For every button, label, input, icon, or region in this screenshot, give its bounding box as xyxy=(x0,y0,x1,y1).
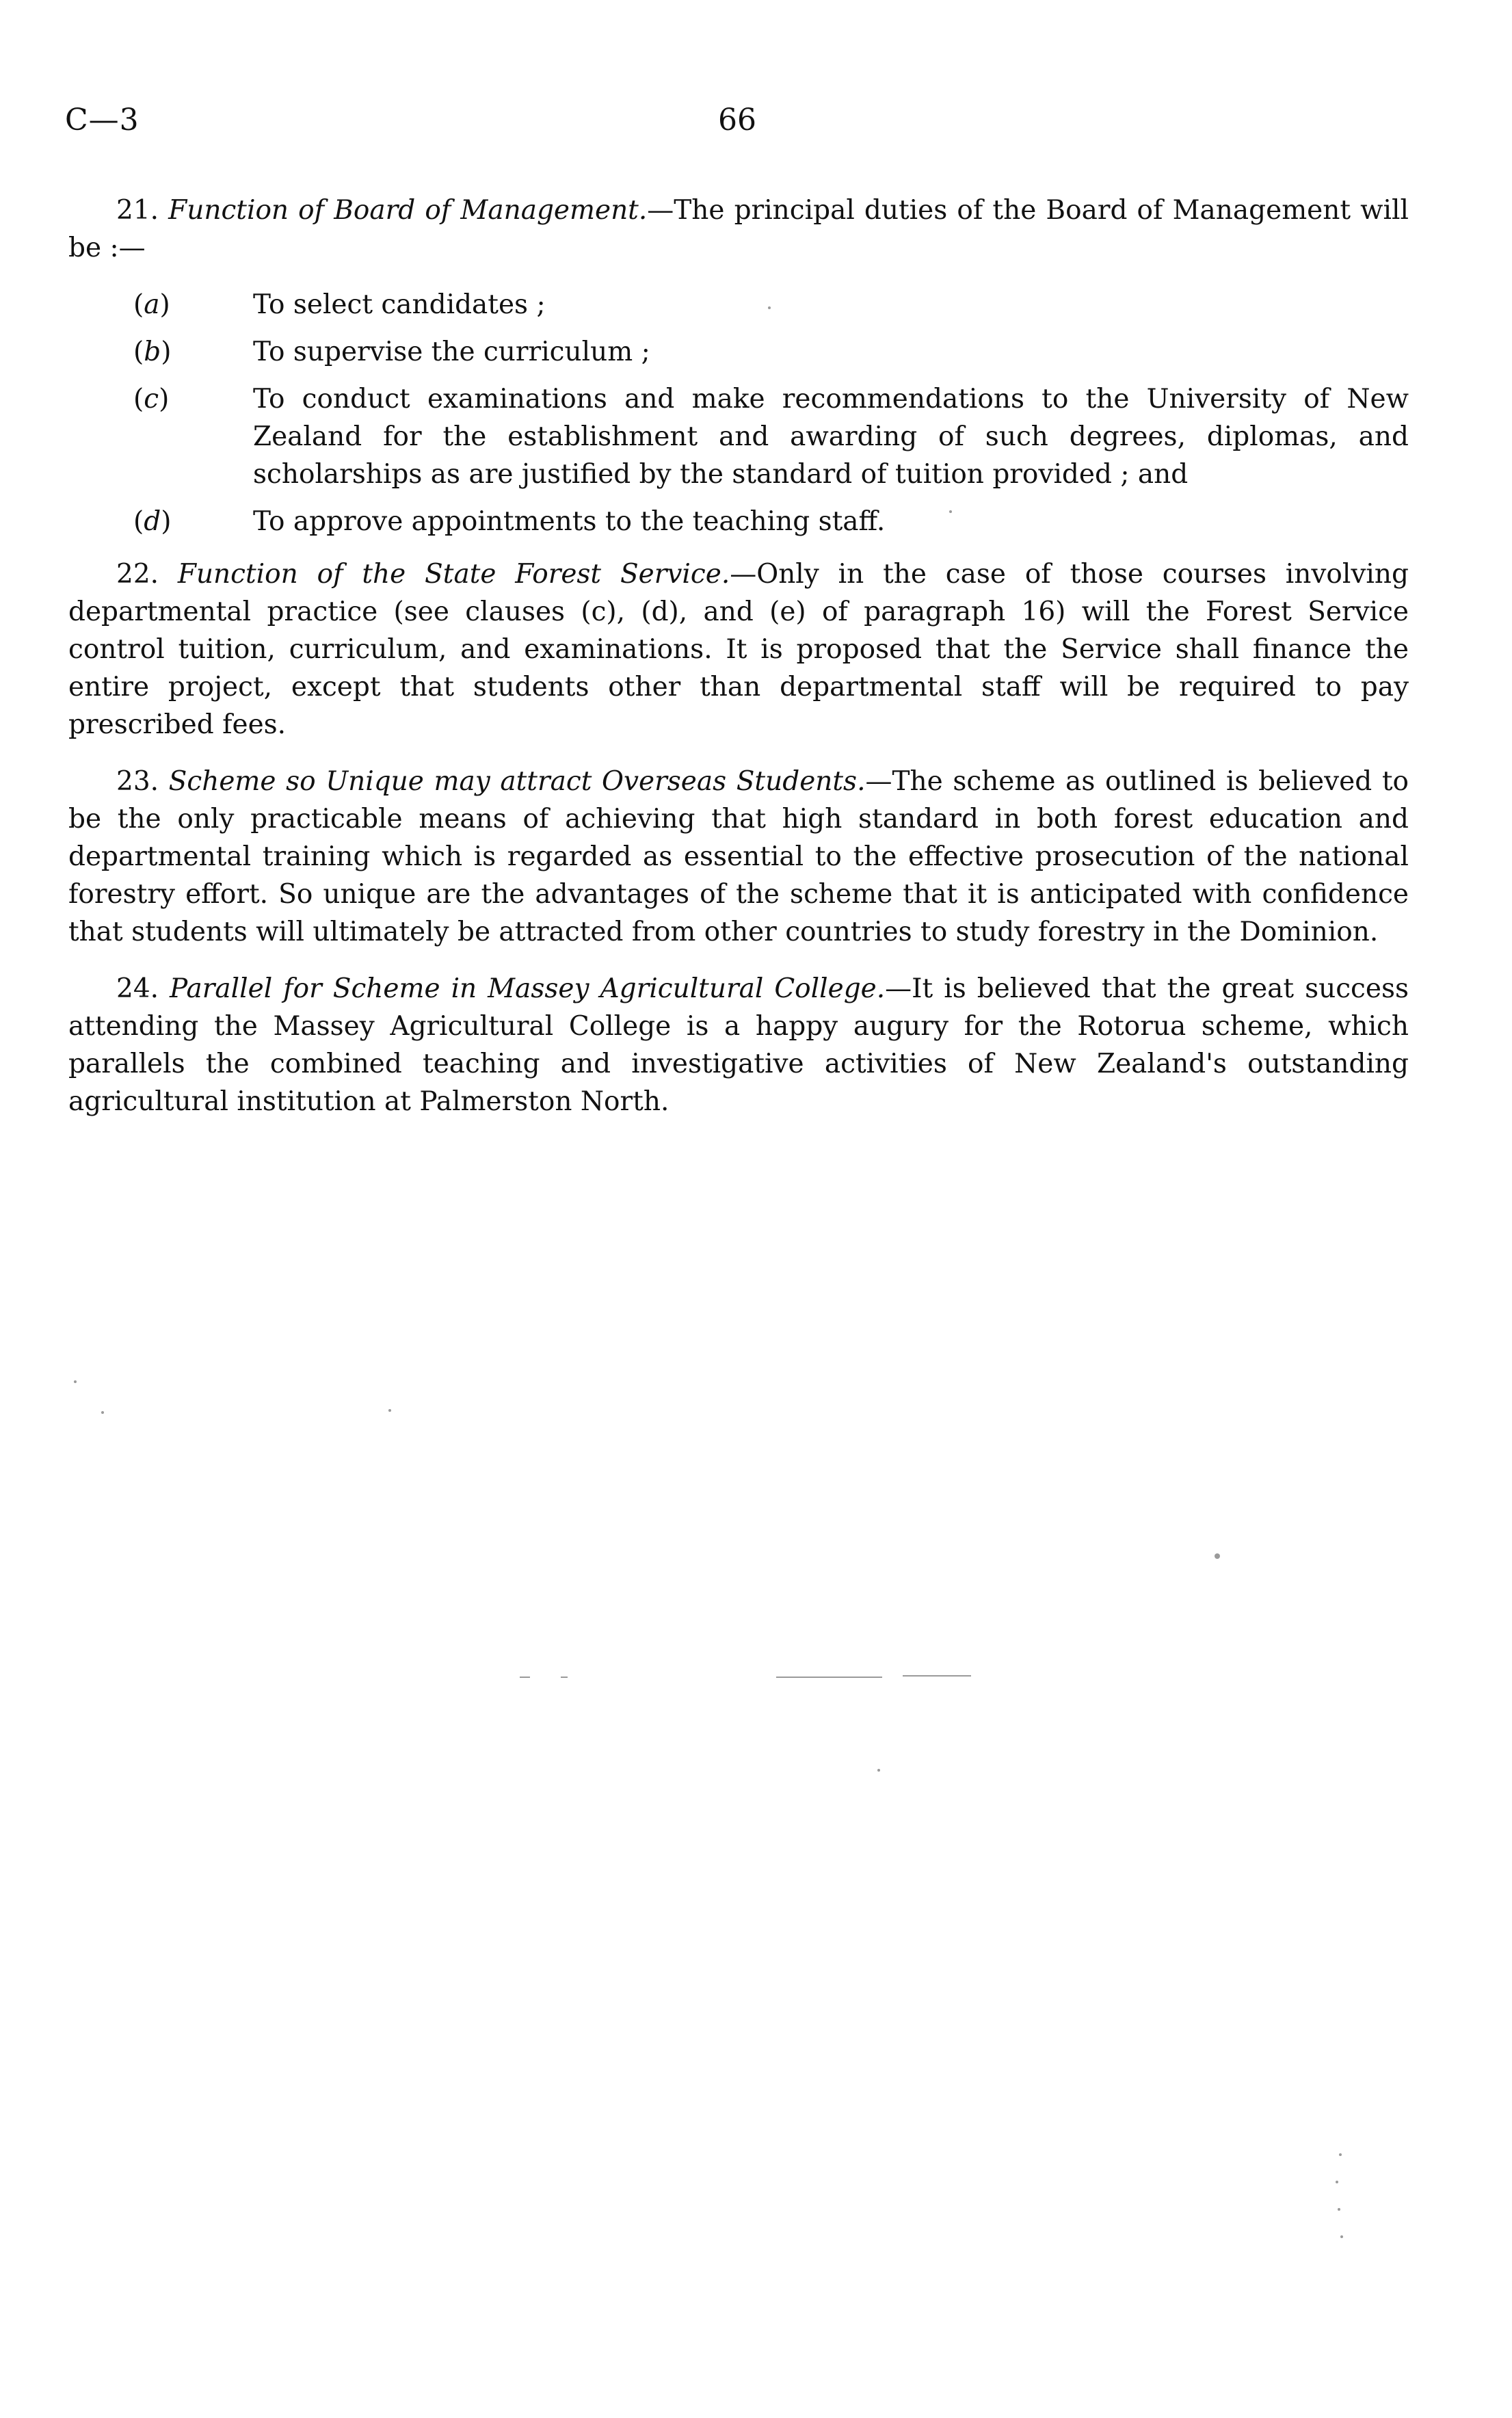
paragraph-text: —The scheme as outlined is believed to be the only practicable means of achieving that high standard in both forest education and departmental training which is regarded as essential to the effective prosecution of the national forestry effort. So unique are the advantages of the scheme that it is anticipated with confidence that students will ultimately be attracted from other countries to study forestry in the Dominion. xyxy=(68,766,1409,947)
list-marker: (a) xyxy=(133,289,170,320)
paragraph-24 xyxy=(68,970,1409,1120)
paragraph-23 xyxy=(68,763,1409,951)
paragraph-text: —The principal duties of the Board of Management will be :— xyxy=(68,195,1409,263)
paragraph-heading: Scheme so Unique may attract Overseas Students. xyxy=(168,766,866,797)
list-item-text: To conduct examinations and make recommendations to the University of New Zealand for the establishment and awarding of such degrees, diplomas, and scholarships as are justified by the standard of tuition provided ; and xyxy=(253,384,1409,490)
list-item-text: To select candidates ; xyxy=(253,289,546,320)
paragraph-heading: Function of the State Forest Service. xyxy=(177,559,730,590)
paragraph-number: 23. xyxy=(116,766,159,797)
scan-dashes xyxy=(520,1676,971,1677)
paragraph-heading: Function of Board of Management. xyxy=(168,195,648,226)
document-body xyxy=(68,192,1409,1140)
board-duties-list xyxy=(68,286,1409,540)
list-marker: (d) xyxy=(133,506,172,537)
page-header xyxy=(65,103,1433,144)
list-item xyxy=(68,333,1409,371)
paragraph-heading: Parallel for Scheme in Massey Agricultural College. xyxy=(170,973,886,1004)
paragraph-number: 22. xyxy=(116,559,159,590)
list-item xyxy=(68,380,1409,493)
list-marker: (c) xyxy=(133,384,170,415)
paragraph-number: 21. xyxy=(116,195,159,226)
paragraph-text: —It is believed that the great success attending the Massey Agricultural College is a happy augury for the Rotorua scheme, which parallels the combined teaching and investigative activities of New Zealand's outstanding agricultural institution at Palmerston North. xyxy=(68,973,1409,1117)
paragraph-22 xyxy=(68,555,1409,744)
paragraph-number: 24. xyxy=(116,973,159,1004)
list-item xyxy=(68,286,1409,324)
page-number: 66 xyxy=(718,103,756,137)
paragraph-text: —Only in the case of those courses involving departmental practice (see clauses (c), (d), and (e) of paragraph 16) will the Forest Service control tuition, curriculum, and examinations. It is proposed that the Service shall finance the entire project, except that students other than departmental staff will be required to pay prescribed fees. xyxy=(68,559,1409,740)
list-marker: (b) xyxy=(133,337,172,367)
list-item-text: To supervise the curriculum ; xyxy=(253,337,650,367)
paragraph-21 xyxy=(68,192,1409,267)
list-item xyxy=(68,503,1409,540)
document-code: C—3 xyxy=(65,103,140,137)
list-item-text: To approve appointments to the teaching staff. xyxy=(253,506,886,537)
